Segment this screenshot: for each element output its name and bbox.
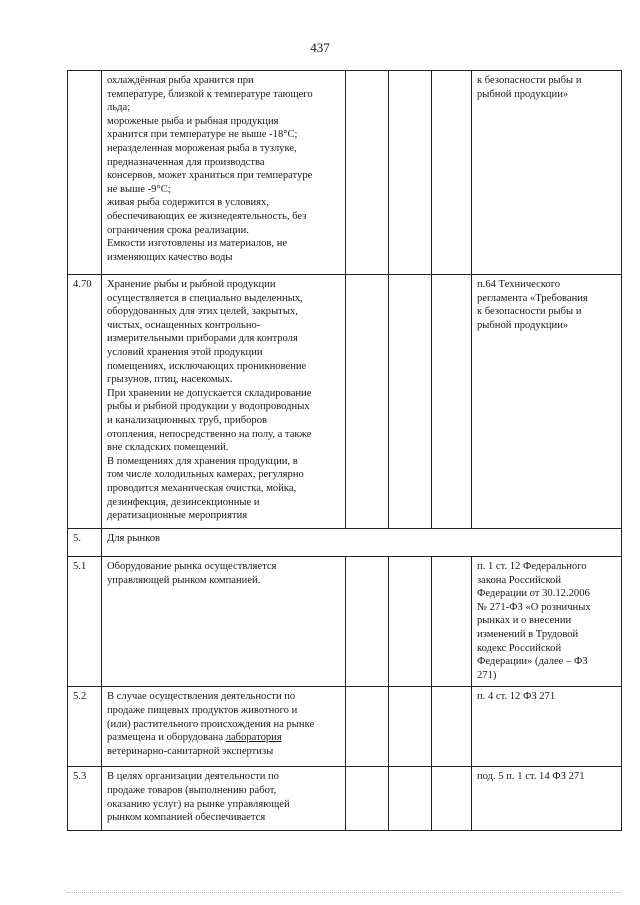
- empty-cell: [389, 71, 432, 275]
- empty-cell: [432, 71, 472, 275]
- row-number: 5.: [68, 529, 102, 557]
- table-row: [68, 71, 622, 275]
- empty-cell: [346, 687, 389, 767]
- page-bottom-rule: [67, 892, 621, 893]
- table-row: [68, 557, 622, 687]
- row-number: 5.3: [68, 767, 102, 831]
- table-row: [68, 687, 622, 767]
- empty-cell: [389, 767, 432, 831]
- reference-text: под. 5 п. 1 ст. 14 ФЗ 271: [472, 767, 622, 831]
- empty-cell: [389, 557, 432, 687]
- table-row: [68, 767, 622, 831]
- requirement-text: [102, 687, 346, 767]
- empty-cell: [432, 557, 472, 687]
- section-title: Для рынков: [102, 529, 622, 557]
- reference-text: к безопасности рыбы и рыбной продукции»: [472, 71, 622, 275]
- row-number: 5.2: [68, 687, 102, 767]
- empty-cell: [346, 275, 389, 529]
- row-number: [68, 71, 102, 275]
- row-number: 4.70: [68, 275, 102, 529]
- empty-cell: [346, 767, 389, 831]
- empty-cell: [346, 71, 389, 275]
- requirements-table: [67, 70, 622, 831]
- requirement-text-part: ветеринарно-санитарной экспертизы: [107, 745, 274, 757]
- reference-text: п.64 Технического регламента «Требования к безопасности рыбы и рыбной продукции»: [472, 275, 622, 529]
- requirement-text: Хранение рыбы и рыбной продукции осуществляется в специально выделенных, оборудованных для этих целей, закрытых, чистых, оснащенных контрольно- измерительными приборами для контроля условий хранения этой продукции помещениях, исключающих проникновение грызунов, птиц, насекомых. При хранении не допускается складирование рыбы и рыбной продукции у водопроводных и канализационных труб, приборов отопления, непосредственно на полу, а также вне складских помещений. В помещениях для хранения продукции, в том числе холодильных камерах, регулярно проводится механическая очистка, мойка, дезинфекция, дезинсекционные и дератизационные мероприятия: [102, 275, 346, 529]
- empty-cell: [432, 767, 472, 831]
- requirement-underlined-word: лаборатория: [225, 732, 282, 744]
- requirement-text: охлаждённая рыба хранится при температуре, близкой к температуре тающего льда; мороженые рыба и рыбная продукция хранится при температуре не выше -18°С; неразделенная мороженая рыба в тузлуке, предназначенная для производства консервов, может храниться при температуре не выше -9°С; живая рыба содержится в условиях, обеспечивающих ее жизнедеятельность, без ограничения срока реализации. Емкости изготовлены из материалов, не изменяющих качество воды: [102, 71, 346, 275]
- requirement-text: В целях организации деятельности по продаже товаров (выполнению работ, оказанию услуг) на рынке управляющей рынком компанией обеспечивается: [102, 767, 346, 831]
- page-number: 437: [310, 40, 330, 55]
- requirement-text-part: В случае осуществления деятельности по продаже пищевых продуктов животного и (или) растительного происхождения на рынке размещена и оборудована: [107, 691, 315, 744]
- empty-cell: [346, 557, 389, 687]
- table-row: [68, 275, 622, 529]
- reference-text: п. 1 ст. 12 Федерального закона Российской Федерации от 30.12.2006 № 271-ФЗ «О розничных рынках и о внесении изменений в Трудовой кодекс Российской Федерации» (далее – ФЗ 271): [472, 557, 622, 687]
- empty-cell: [432, 275, 472, 529]
- requirement-text: Оборудование рынка осуществляется управляющей рынком компанией.: [102, 557, 346, 687]
- empty-cell: [432, 687, 472, 767]
- row-number: 5.1: [68, 557, 102, 687]
- section-row: [68, 529, 622, 557]
- empty-cell: [389, 687, 432, 767]
- reference-text: п. 4 ст. 12 ФЗ 271: [472, 687, 622, 767]
- empty-cell: [389, 275, 432, 529]
